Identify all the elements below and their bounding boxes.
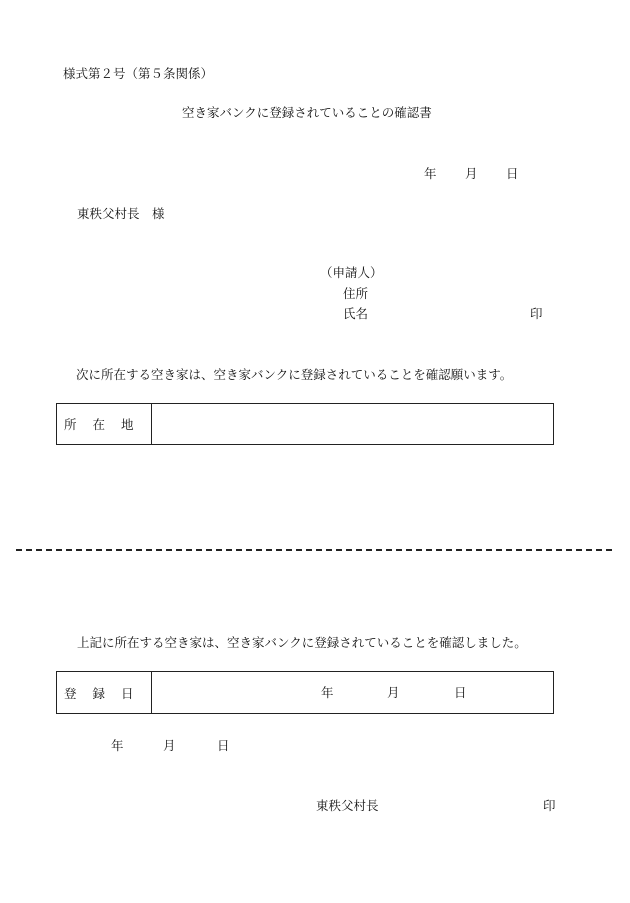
issuer-name: 東秩父村長 [316,798,379,813]
registration-year-label: 年 [321,685,334,700]
date-day-label: 日 [506,166,519,181]
request-statement: 次に所在する空き家は、空き家バンクに登録されていることを確認願います。 [76,367,513,382]
location-value-cell[interactable] [152,404,553,444]
registration-label-cell [57,672,152,713]
confirmation-statement: 上記に所在する空き家は、空き家バンクに登録されていることを確認しました。 [77,635,527,650]
applicant-seal-mark: 印 [530,306,543,321]
registration-date-label: 登 録 日 [64,685,140,701]
registration-day-label: 日 [454,685,467,700]
location-label-cell [57,404,152,444]
issue-month-label: 月 [163,738,176,753]
location-label: 所 在 地 [64,417,140,432]
cut-line-divider [16,549,612,551]
issue-year-label: 年 [111,738,124,753]
applicant-address-label: 住所 [343,286,369,301]
issuer-seal-mark: 印 [543,798,556,813]
registration-table [56,671,554,714]
issue-day-label: 日 [217,738,230,753]
form-number: 様式第２号（第５条関係） [63,66,214,81]
registration-date-cell[interactable] [152,672,553,713]
applicant-heading: （申請人） [320,265,383,280]
date-month-label: 月 [465,166,478,181]
addressee: 東秩父村長 様 [77,206,165,221]
location-table [56,403,554,445]
registration-month-label: 月 [387,685,400,700]
applicant-name-label: 氏名 [343,306,369,321]
date-year-label: 年 [424,166,437,181]
document-title: 空き家バンクに登録されていることの確認書 [182,105,432,120]
